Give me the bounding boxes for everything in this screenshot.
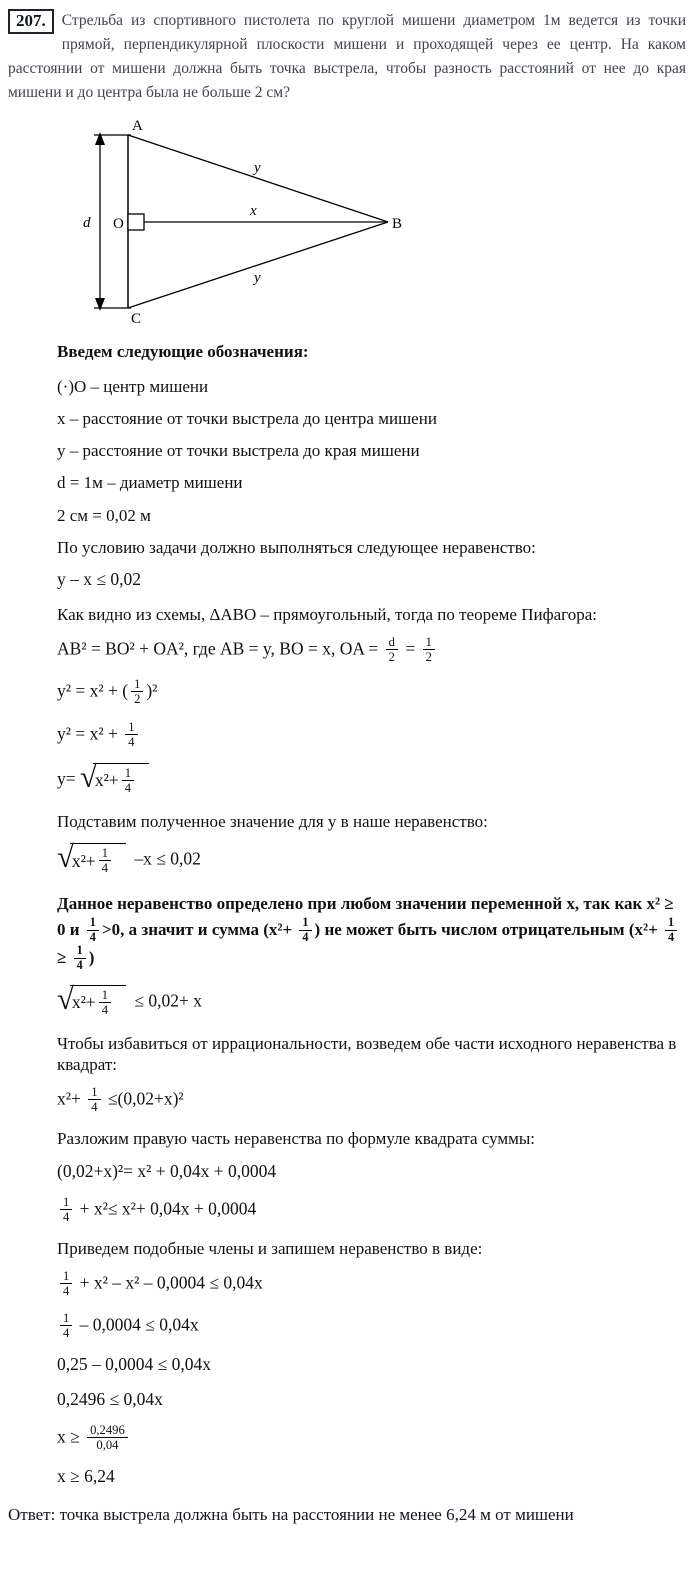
text-line: Разложим правую часть неравенства по формуле квадрата суммы: <box>57 1129 536 1149</box>
text-line: Введем следующие обозначения: <box>57 342 309 361</box>
text-line: d = 1м – диаметр мишени <box>57 473 243 493</box>
text-line: 2 см = 0,02 м <box>57 505 151 525</box>
segment-cb <box>128 222 388 308</box>
math-line: √ x²+ $\frac{1}{4}$ ≤ 0,02+ x <box>57 985 682 1020</box>
fraction: $\frac{1}{2}$ <box>423 635 435 664</box>
fraction: $\frac{1}{4}$ <box>99 988 111 1017</box>
fraction: $\frac{1}{4}$ <box>88 1085 100 1114</box>
arrow-up-icon <box>95 132 105 145</box>
text-line: Подставим полученное значение для y в наше неравенство: <box>57 811 488 831</box>
text-line: По условию задачи должно выполняться следующее неравенство: <box>57 537 536 557</box>
label-b: B <box>392 216 403 232</box>
fraction: $\frac{1}{4}$ <box>87 916 99 944</box>
text-line: Чтобы избавиться от иррациональности, возведем обе части исходного неравенства в квадрат: <box>57 1033 677 1074</box>
math-line: 0,2496 ≤ 0,04x <box>57 1389 163 1410</box>
fraction: $\frac{1}{4}$ <box>665 916 677 944</box>
math-line: x ≥ $\frac{0,2496}{0,04}$ <box>57 1424 682 1453</box>
text-line: Приведем подобные члены и запишем неравенство в виде: <box>57 1238 483 1258</box>
text-line: Как видно из схемы, ΔАВО – прямоугольный, тогда по теореме Пифагора: <box>57 604 597 624</box>
fraction: $\frac{1}{4}$ <box>74 944 86 972</box>
text-line: x – расстояние от точки выстрела до центра мишени <box>57 408 437 428</box>
math-line: y² = x² + $\frac{1}{4}$ <box>57 721 682 750</box>
arrow-down-icon <box>95 298 105 311</box>
answer-line: Ответ: точка выстрела должна быть на расстоянии не менее 6,24 м от мишени <box>8 1505 574 1525</box>
math-line: AB² = BO² + OA², где AB = y, BO = x, OA = $\frac{d}{2}$ = $\frac{1}{2}$ <box>57 636 682 665</box>
label-o: O <box>113 216 124 232</box>
fraction: $\frac{1}{4}$ <box>60 1311 72 1340</box>
fraction: $\frac{1}{4}$ <box>60 1269 72 1298</box>
math-line: √ x²+ $\frac{1}{4}$ –x ≤ 0,02 <box>57 843 682 878</box>
label-y-bottom: y <box>254 270 261 286</box>
math-line: $\frac{1}{4}$ – 0,0004 ≤ 0,04x <box>57 1312 682 1341</box>
solution-list <box>0 333 700 1488</box>
sqrt-radical: √ x²+ $\frac{1}{4}$ <box>57 843 126 878</box>
fraction: $\frac{1}{4}$ <box>299 916 311 944</box>
text-line: Данное неравенство определено при любом значении переменной x, так как x² ≥ 0 и $\frac{1}{4}$ >0, а значит и сумма (x²+ $\frac{1}{4}$ ) не может быть числом отрицательным (x²+ $\frac{1}{4}$ ≥ $\frac{1}{4}$ ) <box>57 891 682 973</box>
fraction: $\frac{d}{2}$ <box>386 635 398 664</box>
text-line: y – расстояние от точки выстрела до края мишени <box>57 441 420 460</box>
fraction: $\frac{1}{4}$ <box>60 1195 72 1224</box>
sqrt-radical: √ x²+ $\frac{1}{4}$ <box>80 763 149 798</box>
label-x: x <box>250 203 257 219</box>
fraction: $\frac{1}{4}$ <box>125 720 137 749</box>
segment-ab <box>128 135 388 222</box>
math-line: $\frac{1}{4}$ + x²≤ x²+ 0,04x + 0,0004 <box>57 1196 682 1225</box>
label-a: A <box>132 119 143 134</box>
sqrt-radical: √ x²+ $\frac{1}{4}$ <box>57 985 126 1020</box>
problem-number: 207. <box>8 9 54 34</box>
math-line: $\frac{1}{4}$ + x² – x² – 0,0004 ≤ 0,04x <box>57 1270 682 1299</box>
target-diagram <box>28 119 448 324</box>
problem-text: Стрельба из спортивного пистолета по круглой мишени диаметром 1м ведется из точки прямой, перпендикулярной плоскости мишени и проходящей через ее центр. На каком расстоянии от мишени должна быть точка выстрела, чтобы разность расстояний от нее до края мишени и до центра была не больше 2 см? <box>8 12 686 101</box>
problem-block <box>0 0 700 105</box>
label-y-top: y <box>254 160 261 176</box>
math-line: x²+ $\frac{1}{4}$ ≤(0,02+x)² <box>57 1085 184 1115</box>
label-d: d <box>83 215 91 231</box>
math-line: y= √ x²+ $\frac{1}{4}$ <box>57 763 682 798</box>
math-line: 0,25 – 0,0004 ≤ 0,04x <box>57 1354 211 1375</box>
text-line: (·)O – центр мишени <box>57 376 209 396</box>
math-line: y² = x² + ( $\frac{1}{2}$ )² <box>57 677 158 707</box>
fraction: $\frac{1}{4}$ <box>99 846 111 875</box>
right-angle-marker <box>128 214 144 230</box>
fraction: $\frac{1}{4}$ <box>122 766 134 795</box>
math-line: (0,02+x)²= x² + 0,04x + 0,0004 <box>57 1160 277 1181</box>
math-line: x ≥ 6,24 <box>57 1466 115 1487</box>
math-line: y – x ≤ 0,02 <box>57 569 141 589</box>
label-c: C <box>131 311 142 324</box>
fraction: $\frac{0,2496}{0,04}$ <box>87 1423 128 1452</box>
fraction: $\frac{1}{2}$ <box>131 677 143 706</box>
